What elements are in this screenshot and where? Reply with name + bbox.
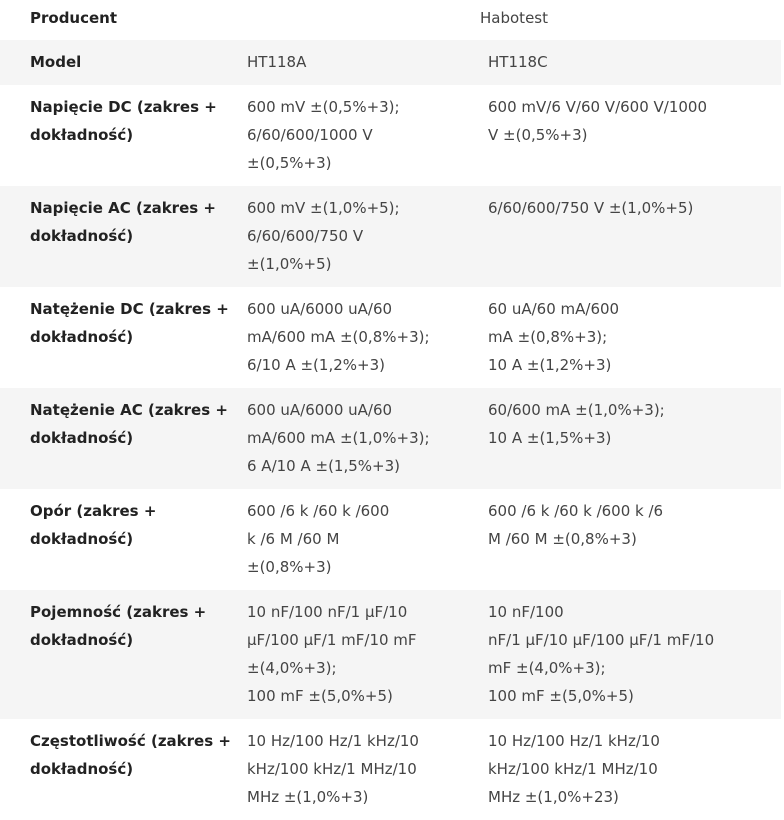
- value-line: 10 A ±(1,2%+3): [488, 356, 612, 374]
- value-line: M /60 M ±(0,8%+3): [488, 530, 637, 548]
- value-line: 6/60/600/1000 V: [247, 126, 373, 144]
- value-line: 600 mV ±(1,0%+5);: [247, 199, 400, 217]
- value-line: 6 A/10 A ±(1,5%+3): [247, 457, 401, 475]
- value-line: 6/10 A ±(1,2%+3): [247, 356, 385, 374]
- value-line: mA ±(0,8%+3);: [488, 328, 608, 346]
- ht118c-value: [488, 590, 781, 719]
- value-line: kHz/100 kHz/1 MHz/10: [488, 760, 658, 778]
- value-line: 600 /6 k /60 k /600: [247, 502, 390, 520]
- value-line: 6/60/600/750 V ±(1,0%+5): [488, 199, 694, 217]
- value-line: MHz ±(1,0%+23): [488, 788, 619, 806]
- value-line: k /6 M /60 M: [247, 530, 340, 548]
- ht118a-value: [247, 590, 488, 719]
- value-line: 600 mV ±(0,5%+3);: [247, 98, 400, 116]
- value-line: ±(4,0%+3);: [247, 659, 337, 677]
- value-line: MHz ±(1,0%+3): [247, 788, 369, 806]
- row-label: Częstotliwość (zakres + dokładność): [30, 732, 231, 778]
- ht118c-value: [488, 287, 781, 388]
- table-row: [0, 388, 781, 489]
- ht118c-value: [488, 388, 781, 489]
- value-line: 600 mV/6 V/60 V/600 V/1000: [488, 98, 708, 116]
- value-line: mA/600 mA ±(1,0%+3);: [247, 429, 430, 447]
- ht118c-value: [488, 186, 781, 287]
- value-line: 60/600 mA ±(1,0%+3);: [488, 401, 665, 419]
- table-row: [0, 287, 781, 388]
- row-label: Opór (zakres + dokładność): [30, 502, 157, 548]
- value-line: ±(1,0%+5): [247, 255, 332, 273]
- value-line: kHz/100 kHz/1 MHz/10: [247, 760, 417, 778]
- ht118c-value: [488, 85, 781, 186]
- ht118a-value: [247, 85, 488, 186]
- value-line: 10 Hz/100 Hz/1 kHz/10: [488, 732, 660, 750]
- ht118a-value: [247, 719, 488, 820]
- value-line: 600 uA/6000 uA/60: [247, 401, 393, 419]
- value-line: 6/60/600/750 V: [247, 227, 364, 245]
- ht118c-value: [488, 489, 781, 590]
- value-line: ±(0,5%+3): [247, 154, 332, 172]
- row-label: Model: [0, 40, 247, 85]
- value-line: 10 nF/100 nF/1 µF/10: [247, 603, 408, 621]
- value-line: V ±(0,5%+3): [488, 126, 588, 144]
- value-line: 600 /6 k /60 k /600 k /6: [488, 502, 664, 520]
- ht118c-value: [488, 719, 781, 820]
- row-label: Pojemność (zakres + dokładność): [0, 590, 247, 719]
- value-line: 10 nF/100: [488, 603, 564, 621]
- table-row: [0, 186, 781, 287]
- producer-row: [0, 0, 781, 40]
- value-line: 60 uA/60 mA/600: [488, 300, 620, 318]
- ht118c-value: [488, 40, 781, 85]
- value-line: 10 Hz/100 Hz/1 kHz/10: [247, 732, 419, 750]
- ht118a-value: [247, 489, 488, 590]
- row-label: Napięcie DC (zakres + dokładność): [30, 98, 217, 144]
- row-label: Napięcie AC (zakres + dokładność): [0, 186, 247, 287]
- table-row: [0, 85, 781, 186]
- value-line: µF/100 µF/1 mF/10 mF: [247, 631, 417, 649]
- ht118a-value: [247, 388, 488, 489]
- value-line: HT118A: [247, 53, 307, 71]
- value-line: mF ±(4,0%+3);: [488, 659, 606, 677]
- value-line: ±(0,8%+3): [247, 558, 332, 576]
- table-row: [0, 40, 781, 85]
- value-line: nF/1 µF/10 µF/100 µF/1 mF/10: [488, 631, 715, 649]
- table-row: [0, 719, 781, 820]
- value-line: mA/600 mA ±(0,8%+3);: [247, 328, 430, 346]
- ht118a-value: [247, 287, 488, 388]
- ht118a-value: [247, 186, 488, 287]
- producer-label: Producent: [30, 9, 118, 27]
- table-row: [0, 590, 781, 719]
- producer-value: Habotest: [480, 9, 548, 27]
- value-line: 10 A ±(1,5%+3): [488, 429, 612, 447]
- table-row: [0, 489, 781, 590]
- row-label: Natężenie AC (zakres + dokładność): [0, 388, 247, 489]
- value-line: 600 uA/6000 uA/60: [247, 300, 393, 318]
- value-line: 100 mF ±(5,0%+5): [247, 687, 393, 705]
- value-line: 100 mF ±(5,0%+5): [488, 687, 634, 705]
- ht118a-value: [247, 40, 488, 85]
- value-line: HT118C: [488, 53, 548, 71]
- row-label: Natężenie DC (zakres + dokładność): [30, 300, 229, 346]
